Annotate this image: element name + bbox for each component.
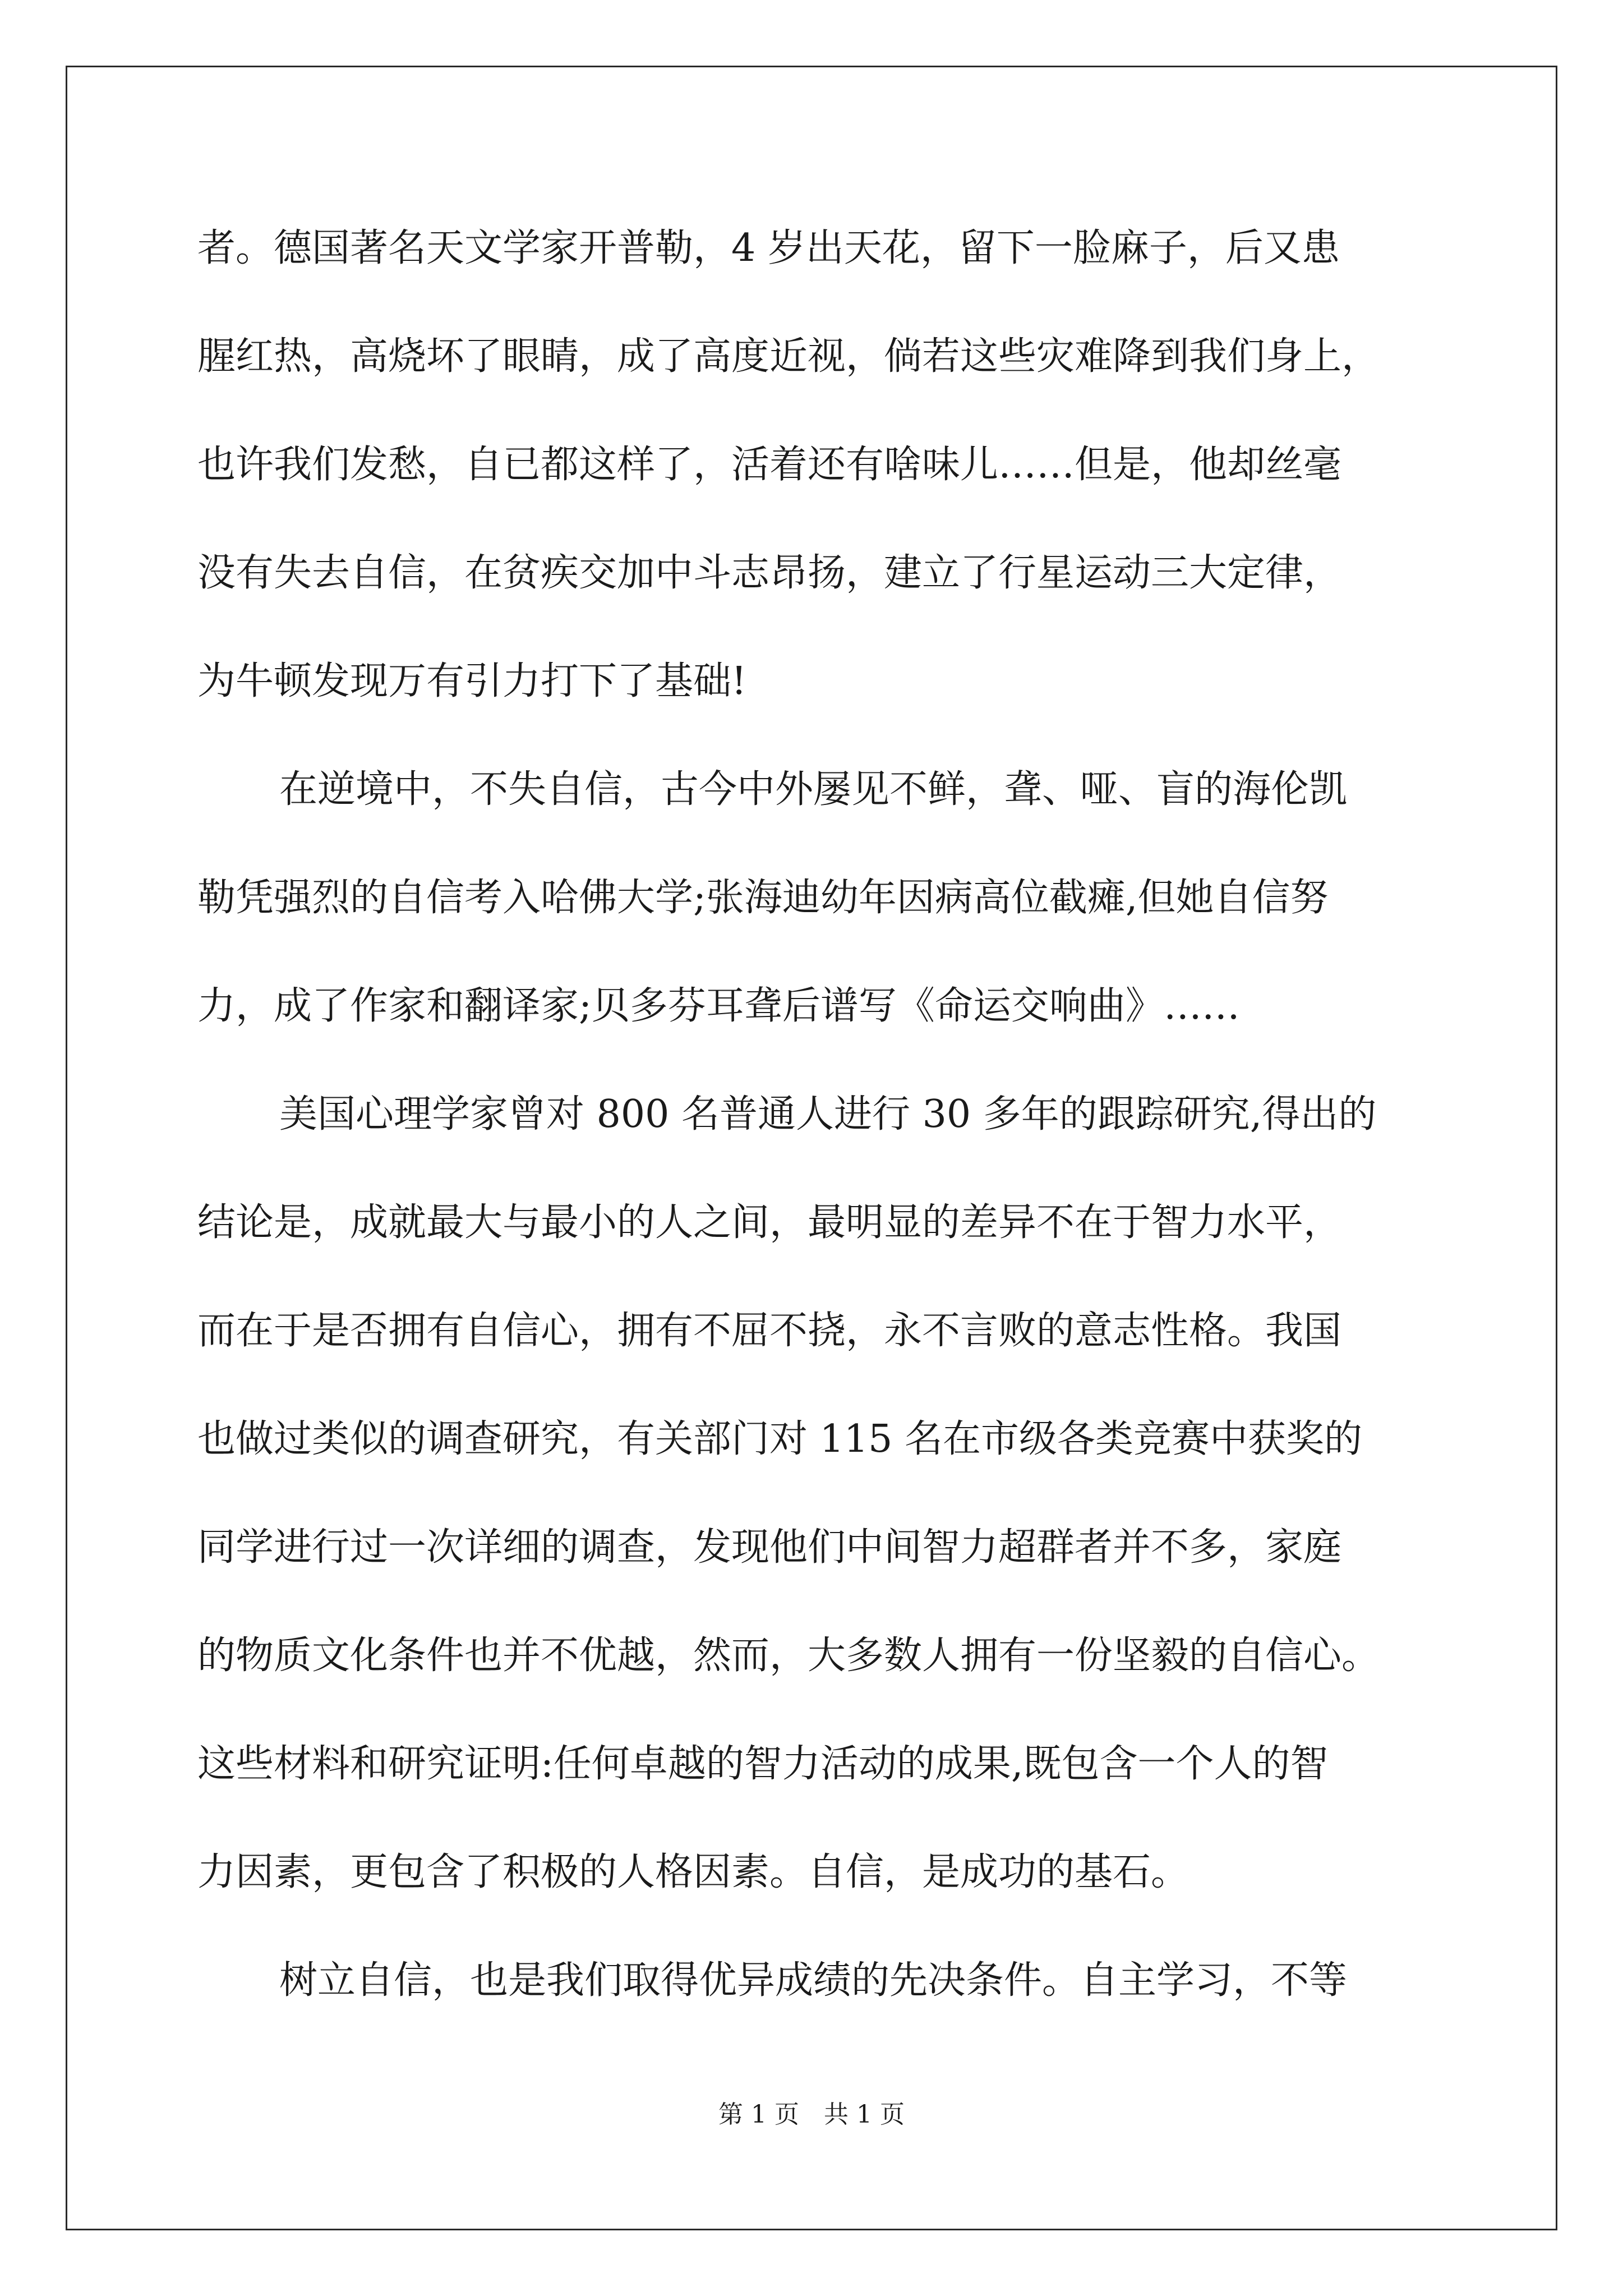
paragraph-first-line: 在逆境中，不失自信，古今中外屡见不鲜，聋、哑、盲的海伦凯 — [279, 767, 1348, 812]
text-line: 而在于是否拥有自信心，拥有不屈不挠，永不言败的意志性格。我国 — [197, 1309, 1342, 1353]
text-line: 为牛顿发现万有引力打下了基础! — [197, 659, 747, 703]
paragraph-first-line: 美国心理学家曾对 800 名普通人进行 30 多年的跟踪研究,得出的 — [279, 1092, 1377, 1137]
text-line: 力，成了作家和翻译家;贝多芬耳聋后谱写《命运交响曲》…… — [197, 984, 1240, 1028]
text-line: 没有失去自信，在贫疾交加中斗志昂扬，建立了行星运动三大定律， — [197, 551, 1342, 595]
text-line: 腥红热，高烧坏了眼睛，成了高度近视，倘若这些灾难降到我们身上， — [197, 334, 1380, 379]
text-line: 者。德国著名天文学家开普勒，4 岁出天花，留下一脸麻子，后又患 — [197, 226, 1340, 270]
text-line: 结论是，成就最大与最小的人之间，最明显的差异不在于智力水平， — [197, 1200, 1342, 1245]
paragraph-first-line: 树立自信，也是我们取得优异成绩的先决条件。自主学习，不等 — [279, 1958, 1348, 2003]
text-line: 勒凭强烈的自信考入哈佛大学;张海迪幼年因病高位截瘫,但她自信努 — [197, 876, 1329, 920]
text-line: 也许我们发愁，自已都这样了，活着还有啥味儿……但是，他却丝毫 — [197, 443, 1342, 487]
page-number-footer: 第 1 页 共 1 页 — [718, 2100, 905, 2129]
text-line: 力因素，更包含了积极的人格因素。自信，是成功的基石。 — [197, 1850, 1189, 1894]
text-line: 也做过类似的调查研究，有关部门对 115 名在市级各类竞赛中获奖的 — [197, 1417, 1363, 1461]
page-border — [66, 66, 1557, 2230]
text-line: 同学进行过一次详细的调查，发现他们中间智力超群者并不多，家庭 — [197, 1525, 1342, 1570]
text-line: 这些材料和研究证明:任何卓越的智力活动的成果,既包含一个人的智 — [197, 1742, 1329, 1786]
text-line: 的物质文化条件也并不优越，然而，大多数人拥有一份坚毅的自信心。 — [197, 1634, 1380, 1678]
